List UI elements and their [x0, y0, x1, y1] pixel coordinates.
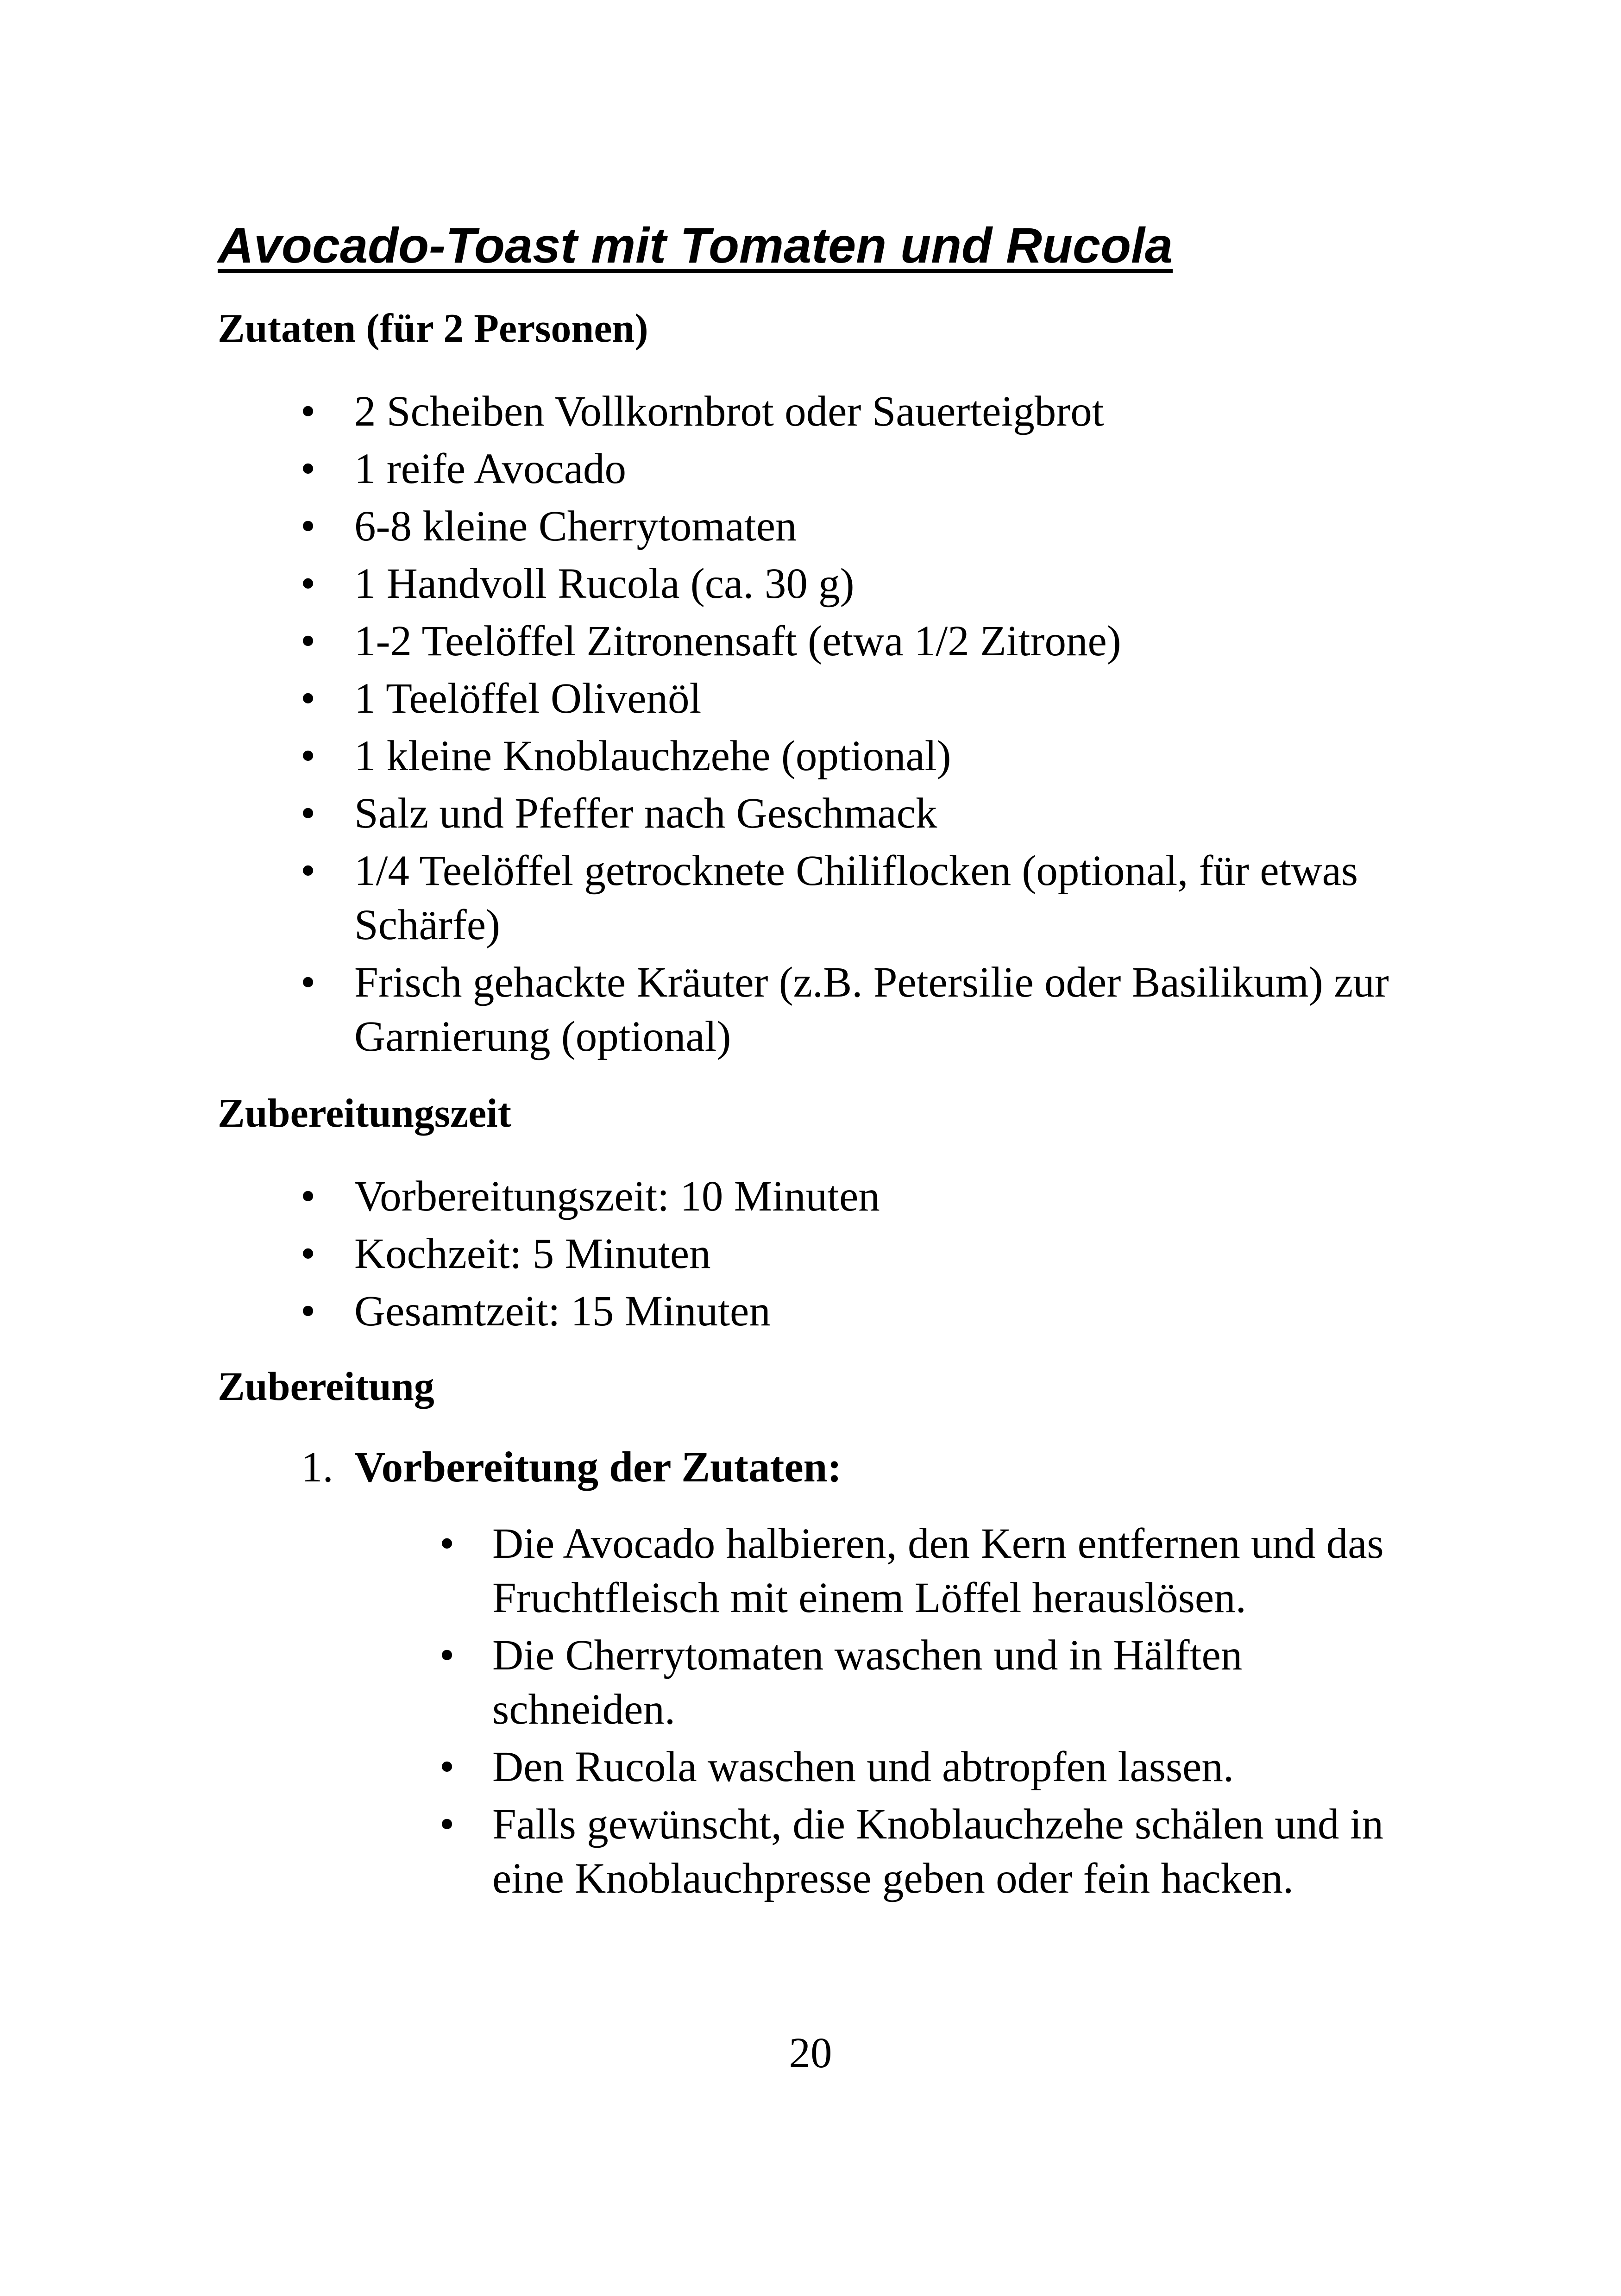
recipe-title: Avocado-Toast mit Tomaten und Rucola	[218, 217, 1173, 273]
bullet-icon: •	[439, 1520, 455, 1568]
preparation-substeps-list	[439, 1517, 1423, 1906]
bullet-icon: •	[300, 445, 316, 493]
ingredient-item: • 1 Handvoll Rucola (ca. 30 g)	[354, 557, 1420, 611]
prep-time-heading: Zubereitungszeit	[218, 1091, 511, 1136]
ingredient-item: • Frisch gehackte Kräuter (z.B. Petersilie oder Basilikum) zur Garnierung (optional)	[354, 955, 1420, 1064]
ingredient-item: • 1 reife Avocado	[354, 442, 1420, 496]
bullet-icon: •	[300, 959, 316, 1006]
ingredients-list	[300, 384, 1420, 1064]
bullet-icon: •	[300, 1173, 316, 1220]
preparation-step	[301, 1440, 842, 1494]
ingredients-heading: Zutaten (für 2 Personen)	[218, 306, 648, 351]
bullet-icon: •	[439, 1631, 455, 1679]
bullet-icon: •	[300, 790, 316, 837]
bullet-icon: •	[300, 1287, 316, 1335]
bullet-icon: •	[300, 675, 316, 722]
ingredient-item: • 2 Scheiben Vollkornbrot oder Sauerteigbrot	[354, 384, 1420, 439]
substep-item: • Falls gewünscht, die Knoblauchzehe schälen und in eine Knoblauchpresse geben oder fein hacken.	[492, 1797, 1423, 1906]
substep-item: • Die Avocado halbieren, den Kern entfernen und das Fruchtfleisch mit einem Löffel herauslösen.	[492, 1517, 1423, 1625]
bullet-icon: •	[300, 617, 316, 665]
bullet-icon: •	[300, 388, 316, 435]
page-number: 20	[789, 2029, 832, 2077]
ingredient-item: • 6-8 kleine Cherrytomaten	[354, 499, 1420, 553]
ingredient-item: • 1/4 Teelöffel getrocknete Chiliflocken (optional, für etwas Schärfe)	[354, 844, 1420, 952]
substep-item: • Den Rucola waschen und abtropfen lassen.	[492, 1740, 1423, 1794]
bullet-icon: •	[300, 1230, 316, 1278]
ingredient-item: • 1 Teelöffel Olivenöl	[354, 671, 1420, 726]
bullet-icon: •	[439, 1800, 455, 1848]
step-label: Vorbereitung der Zutaten:	[354, 1443, 842, 1491]
prep-time-item: • Gesamtzeit: 15 Minuten	[354, 1284, 1420, 1338]
prep-time-item: • Vorbereitungszeit: 10 Minuten	[354, 1169, 1420, 1223]
bullet-icon: •	[300, 732, 316, 780]
bullet-icon: •	[300, 502, 316, 550]
step-number: 1.	[301, 1443, 333, 1491]
substep-item: • Die Cherrytomaten waschen und in Hälften schneiden.	[492, 1628, 1423, 1737]
ingredient-item: • 1-2 Teelöffel Zitronensaft (etwa 1/2 Zitrone)	[354, 614, 1420, 668]
preparation-heading: Zubereitung	[218, 1364, 434, 1409]
prep-time-list	[300, 1169, 1420, 1338]
prep-time-item: • Kochzeit: 5 Minuten	[354, 1227, 1420, 1281]
bullet-icon: •	[300, 560, 316, 608]
ingredient-item: • 1 kleine Knoblauchzehe (optional)	[354, 729, 1420, 783]
bullet-icon: •	[300, 847, 316, 895]
ingredient-item: • Salz und Pfeffer nach Geschmack	[354, 786, 1420, 841]
bullet-icon: •	[439, 1743, 455, 1791]
